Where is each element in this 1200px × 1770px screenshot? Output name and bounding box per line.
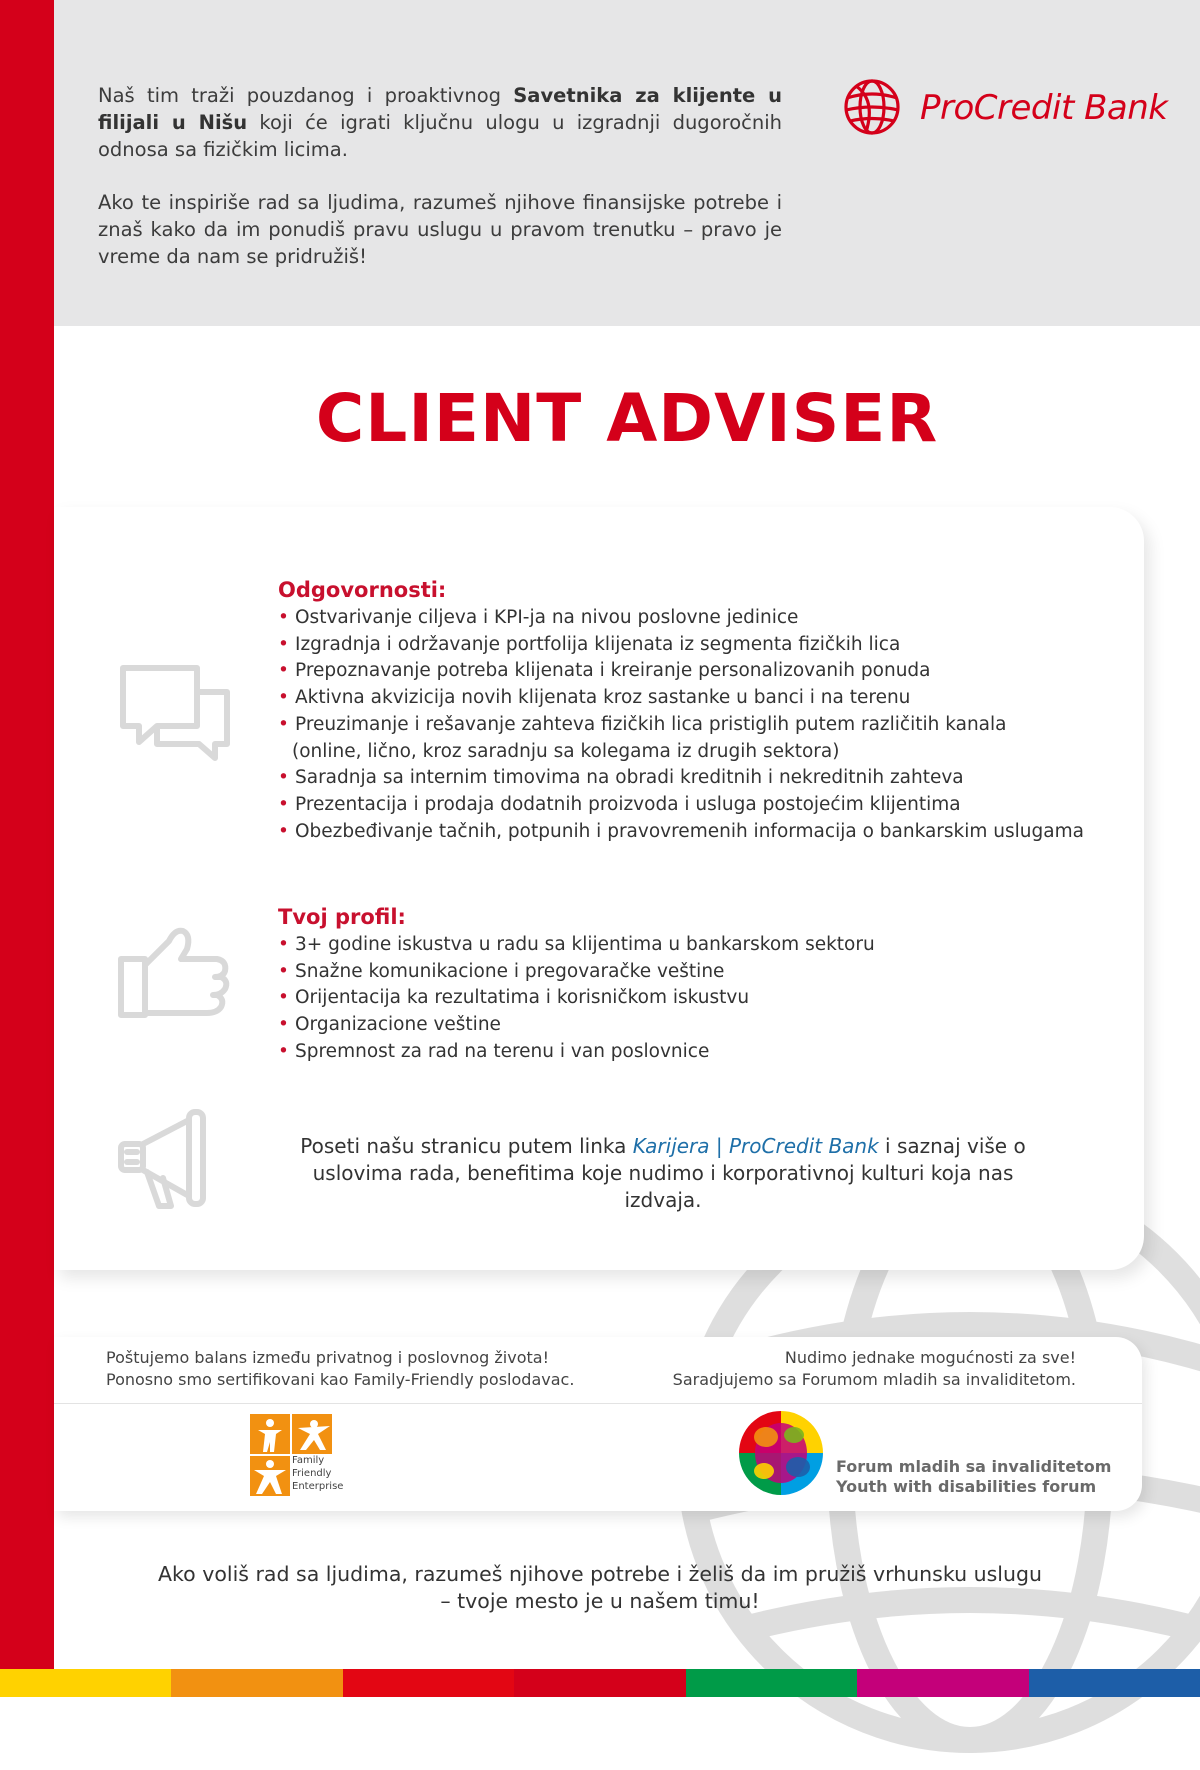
list-item: • Prezentacija i prodaja dodatnih proizvoda i usluga postojećim klijentima xyxy=(278,792,1138,819)
closing-line-1: Ako voliš rad sa ljudima, razumeš njihove potrebe i želiš da im pružiš vrhunsku uslugu xyxy=(158,1562,1042,1586)
stripe xyxy=(1029,1669,1200,1697)
profile-heading: Tvoj profil: xyxy=(278,905,406,929)
equal-opportunity-note xyxy=(673,1347,1076,1391)
chat-bubbles-icon xyxy=(117,662,233,762)
intro-p1-prefix: Naš tim traži pouzdanog i proaktivnog xyxy=(98,84,514,107)
visit-prefix: Poseti našu stranicu putem linka xyxy=(300,1134,633,1158)
stripe xyxy=(171,1669,342,1697)
closing-message xyxy=(54,1561,1146,1615)
list-item-continuation: (online, lično, kroz saradnju sa kolegama iz drugih sektora) xyxy=(292,740,840,762)
list-item: • Izgradnja i održavanje portfolija klijenata iz segmenta fizičkih lica xyxy=(278,632,1138,659)
procredit-logo xyxy=(842,76,1168,142)
footer-divider xyxy=(54,1403,1142,1404)
ffe-line-2: Friendly xyxy=(292,1468,332,1479)
responsibilities-heading: Odgovornosti: xyxy=(278,578,447,602)
colorful-globe-icon xyxy=(736,1407,826,1499)
responsibilities-list xyxy=(278,605,1138,845)
intro-p1-bold: Savetnika za klijente u filijali u Nišu xyxy=(98,84,782,134)
youth-disabilities-forum-logo xyxy=(736,1407,1112,1501)
list-item: • Aktivna akvizicija novih klijenata kroz sastanke u banci i na terenu xyxy=(278,685,1138,712)
stripe xyxy=(686,1669,857,1697)
closing-line-2: – tvoje mesto je u našem timu! xyxy=(440,1589,760,1613)
logo-wordmark: ProCredit Bank xyxy=(920,88,1168,128)
list-item: • Organizacione veštine xyxy=(278,1012,1138,1039)
list-item: • Saradnja sa internim timovima na obradi kreditnih i nekreditnih zahteva xyxy=(278,765,1138,792)
family-friendly-enterprise-logo xyxy=(248,1412,358,1502)
list-item: • Snažne komunikacione i pregovaračke veštine xyxy=(278,959,1138,986)
profile-list xyxy=(278,932,1138,1066)
page-title: CLIENT ADVISER xyxy=(315,380,939,457)
ffe-line-1: Family xyxy=(292,1455,325,1466)
stripe xyxy=(514,1669,685,1697)
intro-text xyxy=(98,82,782,296)
list-item: • Spremnost za rad na terenu i van poslovnice xyxy=(278,1039,1138,1066)
footer-right-line-1: Nudimo jednake mogućnosti za sve! xyxy=(784,1348,1076,1367)
intro-p1-suffix: koji će igrati ključnu ulogu u izgradnji dugoročnih odnosa sa fizičkim licima. xyxy=(98,111,782,161)
ffe-line-3: Enterprise xyxy=(292,1481,344,1492)
stripe xyxy=(343,1669,514,1697)
thumbs-up-icon xyxy=(117,925,233,1021)
stripe xyxy=(0,1669,171,1697)
list-item: • Obezbeđivanje tačnih, potpunih i pravovremenih informacija o bankarskim uslugama xyxy=(278,819,1138,846)
megaphone-icon xyxy=(117,1108,221,1214)
stripe xyxy=(857,1669,1028,1697)
fmi-line-2: Youth with disabilities forum xyxy=(836,1477,1097,1496)
color-stripe-bar xyxy=(0,1669,1200,1697)
globe-logo-icon xyxy=(842,76,902,138)
intro-paragraph-2: Ako te inspiriše rad sa ljudima, razumeš njihove finansijske potrebe i znaš kako da im ponudiš pravu uslugu u pravom trenutku – pravo je vreme da nam se pridružiš! xyxy=(98,191,782,268)
family-friendly-note xyxy=(106,1347,574,1391)
list-item: • Ostvarivanje ciljeva i KPI-ja na nivou poslovne jedinice xyxy=(278,605,1138,632)
careers-link[interactable]: Karijera | ProCredit Bank xyxy=(632,1134,879,1158)
list-item: • Preuzimanje i rešavanje zahteva fizičkih lica pristiglih putem različitih kanala xyxy=(278,712,1138,739)
footer-left-line-1: Poštujemo balans između privatnog i poslovnog života! xyxy=(106,1348,549,1367)
left-red-bar xyxy=(0,0,54,1697)
list-item: • Orijentacija ka rezultatima i korisničkom iskustvu xyxy=(278,985,1138,1012)
footer-right-line-2: Saradjujemo sa Forumom mladih sa invaliditetom. xyxy=(672,1370,1076,1389)
careers-link-paragraph xyxy=(278,1133,1048,1214)
list-item: • Prepoznavanje potreba klijenata i kreiranje personalizovanih ponuda xyxy=(278,658,1138,685)
fmi-line-1: Forum mladih sa invaliditetom xyxy=(836,1457,1112,1476)
intro-paragraph-1 xyxy=(98,82,782,163)
visit-suffix: i saznaj više o uslovima rada, benefitima koje nudimo i korporativnoj kulturi koja nas izdvaja. xyxy=(312,1134,1026,1212)
list-item: • 3+ godine iskustva u radu sa klijentima u bankarskom sektoru xyxy=(278,932,1138,959)
forum-label xyxy=(836,1457,1111,1497)
family-friendly-label xyxy=(292,1454,343,1493)
footer-left-line-2: Ponosno smo sertifikovani kao Family-Friendly poslodavac. xyxy=(106,1370,575,1389)
